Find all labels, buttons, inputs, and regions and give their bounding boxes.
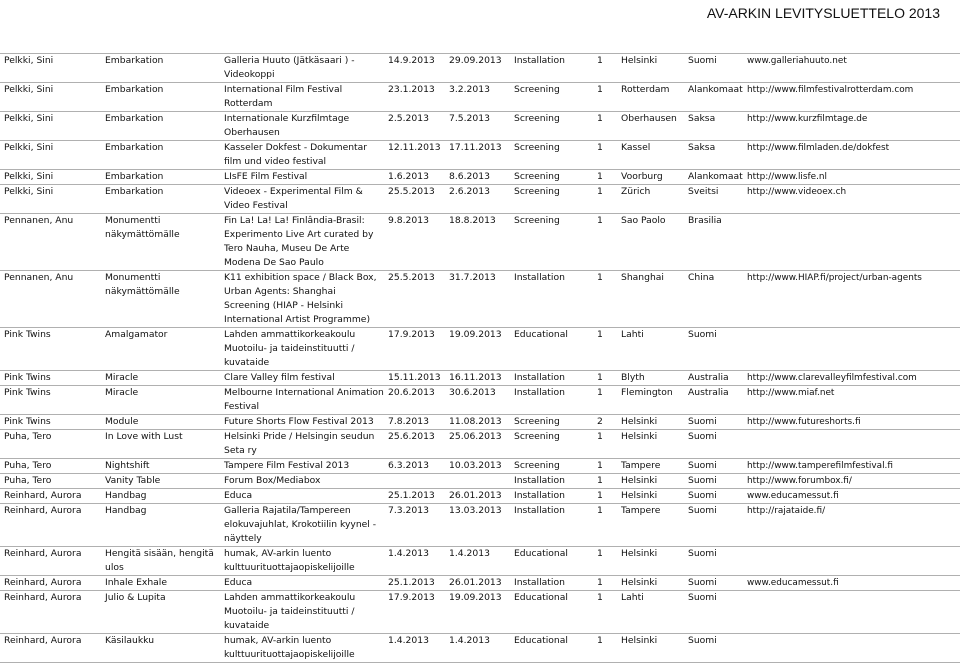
cell-type: Educational — [514, 592, 568, 603]
distribution-table — [0, 53, 960, 663]
cell-start: 25.1.2013 — [388, 577, 435, 588]
table-row — [0, 371, 960, 386]
cell-work: Module — [105, 416, 139, 427]
page-header — [0, 0, 960, 44]
cell-event: Lahden ammattikorkeakoulu Muotoilu- ja taideinstituutti / kuvataide — [224, 329, 356, 368]
cell-count: 1 — [597, 460, 603, 471]
cell-event: Videoex - Experimental Film & Video Festival — [224, 186, 363, 211]
cell-type: Screening — [514, 84, 560, 95]
cell-city: Helsinki — [621, 431, 658, 442]
cell-url[interactable]: http://www.filmladen.de/dokfest — [747, 143, 890, 153]
table-row — [0, 214, 960, 271]
cell-artist: Pelkki, Sini — [4, 186, 54, 197]
cell-artist: Pelkki, Sini — [4, 142, 54, 153]
table-row — [0, 459, 960, 474]
cell-url[interactable]: http://www.tamperefilmfestival.fi — [747, 461, 893, 471]
cell-work: Handbag — [105, 490, 147, 501]
cell-end: 19.09.2013 — [449, 592, 502, 603]
cell-country: Suomi — [688, 475, 717, 486]
cell-count: 1 — [597, 113, 603, 124]
cell-url — [743, 328, 960, 371]
table-row — [0, 547, 960, 576]
cell-artist: Reinhard, Aurora — [4, 548, 82, 559]
cell-event: International Film Festival Rotterdam — [224, 84, 343, 109]
table-row — [0, 83, 960, 112]
cell-start: 17.9.2013 — [388, 329, 435, 340]
cell-start: 25.5.2013 — [388, 186, 435, 197]
cell-type: Educational — [514, 548, 568, 559]
cell-city: Zürich — [621, 186, 651, 197]
cell-type: Installation — [514, 55, 565, 66]
cell-start: 14.9.2013 — [388, 55, 435, 66]
cell-end: 26.01.2013 — [449, 577, 502, 588]
cell-country: Saksa — [688, 113, 716, 124]
cell-url[interactable]: http://rajataide.fi/ — [747, 506, 826, 516]
cell-country: Suomi — [688, 431, 717, 442]
cell-country: Suomi — [688, 592, 717, 603]
cell-country: Suomi — [688, 329, 717, 340]
cell-city: Flemington — [621, 387, 673, 398]
cell-end: 25.06.2013 — [449, 431, 502, 442]
cell-type: Installation — [514, 372, 565, 383]
table-row — [0, 430, 960, 459]
cell-type: Installation — [514, 387, 565, 398]
cell-artist: Puha, Tero — [4, 431, 52, 442]
cell-end: 10.03.2013 — [449, 460, 502, 471]
cell-artist: Reinhard, Aurora — [4, 577, 82, 588]
cell-work: Inhale Exhale — [105, 577, 168, 588]
table-row — [0, 185, 960, 214]
cell-city: Tampere — [621, 505, 661, 516]
cell-city: Helsinki — [621, 55, 658, 66]
cell-event: humak, AV-arkin luento kulttuurituottajaopiskelijoille — [224, 548, 355, 573]
cell-type: Installation — [514, 475, 565, 486]
cell-city: Helsinki — [621, 548, 658, 559]
cell-event: Helsinki Pride / Helsingin seudun Seta ry — [224, 431, 375, 456]
cell-start: 7.8.2013 — [388, 416, 429, 427]
cell-end: 29.09.2013 — [449, 55, 502, 66]
cell-event: Clare Valley film festival — [224, 372, 335, 383]
cell-start: 1.4.2013 — [388, 635, 429, 646]
cell-end: 7.5.2013 — [449, 113, 490, 124]
table-row — [0, 141, 960, 170]
cell-country: China — [688, 272, 715, 283]
cell-type: Installation — [514, 505, 565, 516]
cell-start — [384, 474, 445, 489]
cell-start: 25.1.2013 — [388, 490, 435, 501]
cell-end: 13.03.2013 — [449, 505, 502, 516]
cell-artist: Pink Twins — [4, 416, 51, 427]
table-row — [0, 54, 960, 83]
cell-url[interactable]: http://www.clarevalleyfilmfestival.com — [747, 373, 917, 383]
cell-end: 2.6.2013 — [449, 186, 490, 197]
cell-work: Nightshift — [105, 460, 150, 471]
cell-event: Educa — [224, 490, 253, 501]
cell-end: 17.11.2013 — [449, 142, 502, 153]
cell-artist: Pelkki, Sini — [4, 84, 54, 95]
cell-artist: Reinhard, Aurora — [4, 490, 82, 501]
cell-country: Suomi — [688, 416, 717, 427]
cell-start: 9.8.2013 — [388, 215, 429, 226]
cell-count: 1 — [597, 171, 603, 182]
cell-city: Kassel — [621, 142, 651, 153]
cell-end: 8.6.2013 — [449, 171, 490, 182]
cell-start: 1.4.2013 — [388, 548, 429, 559]
cell-url[interactable]: http://www.filmfestivalrotterdam.com — [747, 85, 914, 95]
cell-country: Suomi — [688, 635, 717, 646]
table-row — [0, 415, 960, 430]
cell-start: 2.5.2013 — [388, 113, 429, 124]
table-row — [0, 591, 960, 634]
cell-work: Handbag — [105, 505, 147, 516]
cell-count: 1 — [597, 387, 603, 398]
cell-count: 1 — [597, 142, 603, 153]
cell-country: Suomi — [688, 460, 717, 471]
cell-work: Embarkation — [105, 55, 164, 66]
cell-count: 2 — [597, 416, 603, 427]
cell-city: Lahti — [621, 329, 644, 340]
cell-url[interactable]: www.educamessut.fi — [747, 491, 839, 501]
table-row — [0, 328, 960, 371]
cell-count: 1 — [597, 490, 603, 501]
cell-start: 20.6.2013 — [388, 387, 435, 398]
table-row — [0, 504, 960, 547]
cell-type: Screening — [514, 416, 560, 427]
cell-end: 1.4.2013 — [449, 635, 490, 646]
cell-url[interactable]: http://www.kurzfilmtage.de — [747, 114, 868, 124]
cell-artist: Pink Twins — [4, 372, 51, 383]
cell-artist: Pelkki, Sini — [4, 113, 54, 124]
cell-type: Screening — [514, 460, 560, 471]
cell-url — [743, 547, 960, 576]
cell-country: Suomi — [688, 548, 717, 559]
cell-country: Suomi — [688, 490, 717, 501]
cell-type: Screening — [514, 171, 560, 182]
cell-city: Helsinki — [621, 416, 658, 427]
cell-city: Helsinki — [621, 577, 658, 588]
cell-count: 1 — [597, 475, 603, 486]
cell-end: 26.01.2013 — [449, 490, 502, 501]
cell-count: 1 — [597, 329, 603, 340]
cell-url — [743, 214, 960, 271]
cell-event: Melbourne International Animation Festival — [224, 387, 384, 412]
cell-start: 17.9.2013 — [388, 592, 435, 603]
cell-url[interactable]: www.galleriahuuto.net — [747, 56, 847, 66]
cell-work: Monumentti näkymättömälle — [105, 215, 180, 240]
cell-country: Australia — [688, 372, 729, 383]
cell-artist: Pink Twins — [4, 387, 51, 398]
cell-type: Screening — [514, 186, 560, 197]
cell-start: 1.6.2013 — [388, 171, 429, 182]
cell-country: Suomi — [688, 505, 717, 516]
cell-work: Käsilaukku — [105, 635, 155, 646]
cell-country: Suomi — [688, 55, 717, 66]
cell-work: Embarkation — [105, 84, 164, 95]
cell-event: Tampere Film Festival 2013 — [224, 460, 350, 471]
cell-start: 6.3.2013 — [388, 460, 429, 471]
cell-end: 19.09.2013 — [449, 329, 502, 340]
cell-event: humak, AV-arkin luento kulttuurituottajaopiskelijoille — [224, 635, 355, 660]
cell-event: Educa — [224, 577, 253, 588]
table-row — [0, 474, 960, 489]
cell-start: 25.6.2013 — [388, 431, 435, 442]
cell-event: Galleria Huuto (Jätkäsaari ) - Videokoppi — [224, 55, 355, 80]
cell-url — [743, 634, 960, 663]
page-title: AV-ARKIN LEVITYSLUETTELO 2013 — [706, 5, 940, 21]
cell-city: Sao Paolo — [621, 215, 666, 226]
cell-count: 1 — [597, 577, 603, 588]
cell-country: Alankomaat — [688, 171, 743, 182]
cell-artist: Pelkki, Sini — [4, 171, 54, 182]
cell-start: 23.1.2013 — [388, 84, 435, 95]
table-row — [0, 386, 960, 415]
cell-url[interactable]: http://www.forumbox.fi/ — [747, 476, 852, 486]
cell-end: 3.2.2013 — [449, 84, 490, 95]
table-row — [0, 576, 960, 591]
cell-count: 1 — [597, 372, 603, 383]
cell-city: Shanghai — [621, 272, 664, 283]
cell-work: Miracle — [105, 387, 139, 398]
cell-url[interactable]: http://www.miaf.net — [747, 388, 835, 398]
cell-count: 1 — [597, 635, 603, 646]
cell-event: Forum Box/Mediabox — [224, 475, 321, 486]
cell-url — [743, 430, 960, 459]
cell-artist: Reinhard, Aurora — [4, 505, 82, 516]
cell-artist: Reinhard, Aurora — [4, 592, 82, 603]
cell-work: Embarkation — [105, 186, 164, 197]
cell-country: Suomi — [688, 577, 717, 588]
cell-artist: Reinhard, Aurora — [4, 635, 82, 646]
cell-city: Helsinki — [621, 490, 658, 501]
cell-event: Lahden ammattikorkeakoulu Muotoilu- ja taideinstituutti / kuvataide — [224, 592, 356, 631]
cell-city: Helsinki — [621, 475, 658, 486]
cell-work: Embarkation — [105, 171, 164, 182]
cell-work: Miracle — [105, 372, 139, 383]
cell-end: 31.7.2013 — [449, 272, 496, 283]
cell-artist: Pennanen, Anu — [4, 272, 74, 283]
table-row — [0, 634, 960, 663]
cell-city: Voorburg — [621, 171, 663, 182]
cell-count: 1 — [597, 84, 603, 95]
cell-work: Embarkation — [105, 142, 164, 153]
cell-end: 18.8.2013 — [449, 215, 496, 226]
table-row — [0, 271, 960, 328]
table-row — [0, 489, 960, 504]
cell-count: 1 — [597, 431, 603, 442]
cell-end: 16.11.2013 — [449, 372, 502, 383]
cell-city: Oberhausen — [621, 113, 677, 124]
cell-url[interactable]: http://www.futureshorts.fi — [747, 417, 861, 427]
cell-event: Kasseler Dokfest - Dokumentar film und video festival — [224, 142, 368, 167]
cell-event: Fin La! La! La! Finlândia-Brasil: Experimento Live Art curated by Tero Nauha, Museu De Arte Modena De Sao Paulo — [224, 215, 374, 268]
cell-work: In Love with Lust — [105, 431, 183, 442]
cell-work: Amalgamator — [105, 329, 168, 340]
cell-artist: Pelkki, Sini — [4, 55, 54, 66]
cell-work: Julio & Lupita — [105, 592, 166, 603]
cell-event: K11 exhibition space / Black Box, Urban Agents: Shanghai Screening (HIAP - Helsinki International Artist Programme) — [224, 272, 377, 325]
cell-url[interactable]: http://www.videoex.ch — [747, 187, 847, 197]
cell-count: 1 — [597, 55, 603, 66]
cell-count: 1 — [597, 272, 603, 283]
cell-end — [445, 474, 510, 489]
cell-country: Saksa — [688, 142, 716, 153]
cell-work: Monumentti näkymättömälle — [105, 272, 180, 297]
cell-city: Lahti — [621, 592, 644, 603]
table-row — [0, 170, 960, 185]
cell-url[interactable]: www.educamessut.fi — [747, 578, 839, 588]
cell-country: Australia — [688, 387, 729, 398]
cell-end: 1.4.2013 — [449, 548, 490, 559]
cell-event: Internationale Kurzfilmtage Oberhausen — [224, 113, 350, 138]
cell-type: Screening — [514, 431, 560, 442]
cell-url[interactable]: http://www.lisfe.nl — [747, 172, 828, 182]
cell-artist: Puha, Tero — [4, 475, 52, 486]
cell-end: 11.08.2013 — [449, 416, 502, 427]
cell-work: Embarkation — [105, 113, 164, 124]
cell-work: Hengitä sisään, hengitä ulos — [105, 548, 214, 573]
cell-start: 25.5.2013 — [388, 272, 435, 283]
cell-country: Sveitsi — [688, 186, 719, 197]
cell-end: 30.6.2013 — [449, 387, 496, 398]
cell-url[interactable]: http://www.HIAP.fi/project/urban-agents — [747, 273, 922, 283]
cell-city: Blyth — [621, 372, 645, 383]
cell-event: Future Shorts Flow Festival 2013 — [224, 416, 374, 427]
cell-count: 1 — [597, 215, 603, 226]
cell-type: Screening — [514, 215, 560, 226]
cell-count: 1 — [597, 186, 603, 197]
cell-start: 15.11.2013 — [388, 372, 441, 383]
cell-type: Screening — [514, 113, 560, 124]
cell-artist: Pennanen, Anu — [4, 215, 74, 226]
cell-count: 1 — [597, 548, 603, 559]
cell-type: Educational — [514, 329, 568, 340]
cell-type: Installation — [514, 490, 565, 501]
cell-type: Educational — [514, 635, 568, 646]
cell-type: Screening — [514, 142, 560, 153]
cell-event: LIsFE Film Festival — [224, 171, 308, 182]
cell-type: Installation — [514, 272, 565, 283]
cell-artist: Pink Twins — [4, 329, 51, 340]
table-body — [0, 54, 960, 663]
cell-country: Alankomaat — [688, 84, 743, 95]
cell-start: 12.11.2013 — [388, 142, 441, 153]
cell-count: 1 — [597, 592, 603, 603]
table-row — [0, 112, 960, 141]
cell-city: Rotterdam — [621, 84, 670, 95]
cell-country: Brasilia — [688, 215, 722, 226]
cell-work: Vanity Table — [105, 475, 161, 486]
cell-event: Galleria Rajatila/Tampereen elokuvajuhlat, Krokotiilin kyynel - näyttely — [224, 505, 377, 544]
cell-type: Installation — [514, 577, 565, 588]
cell-city: Tampere — [621, 460, 661, 471]
cell-artist: Puha, Tero — [4, 460, 52, 471]
cell-count: 1 — [597, 505, 603, 516]
cell-url — [743, 591, 960, 634]
cell-city: Helsinki — [621, 635, 658, 646]
cell-start: 7.3.2013 — [388, 505, 429, 516]
